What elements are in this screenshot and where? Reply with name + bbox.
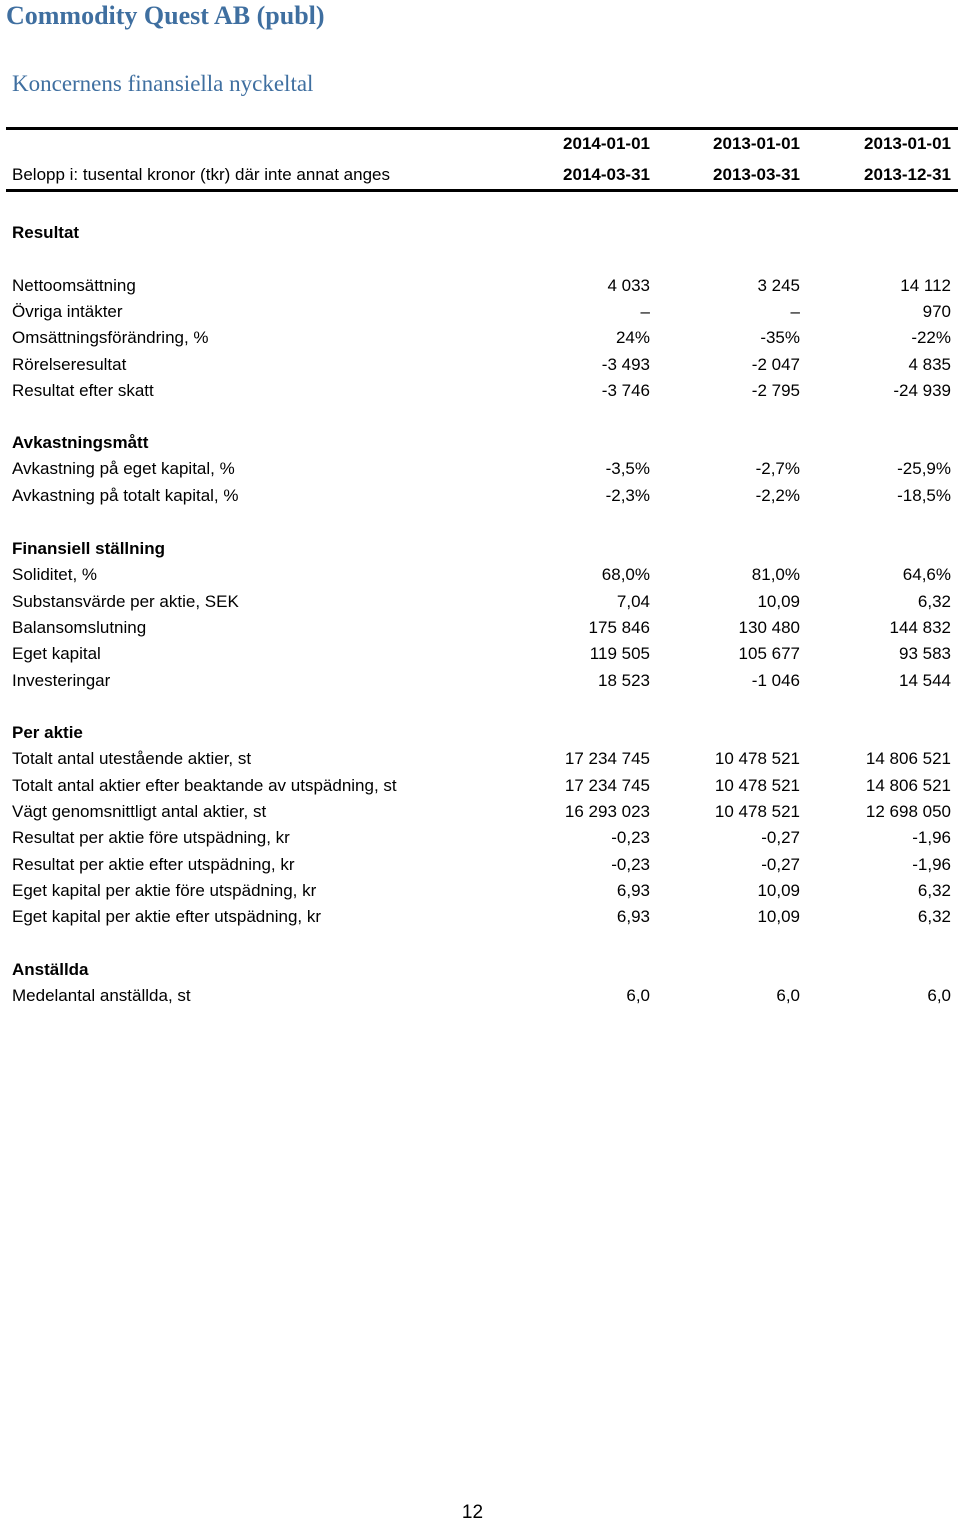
value-cell-period-2: 81,0%	[751, 565, 800, 585]
value-cell-period-1: -3 493	[601, 354, 650, 374]
value-cell-period-2: -1 046	[751, 670, 800, 690]
value-cell-period-2: 10 478 521	[714, 775, 800, 795]
row-label: Resultat per aktie efter utspädning, kr	[12, 854, 295, 874]
value-cell-period-1: 16 293 023	[564, 802, 650, 822]
table-row	[0, 562, 960, 588]
table-row	[0, 299, 960, 325]
value-cell-period-2: 10,09	[757, 591, 800, 611]
row-label: Övriga intäkter	[12, 301, 123, 321]
value-cell-period-2: -35%	[760, 328, 800, 348]
value-cell-period-3: -22%	[911, 328, 951, 348]
value-cell-period-1: 175 846	[588, 618, 650, 638]
table-row	[0, 456, 960, 482]
section-title: Resultat	[12, 223, 80, 242]
period-to-row	[0, 162, 960, 188]
report-subtitle: Koncernens finansiella nyckeltal	[12, 71, 314, 96]
row-label: Omsättningsförändring, %	[12, 328, 209, 348]
value-cell-period-3: 6,0	[927, 986, 951, 1006]
value-cell-period-3: -25,9%	[897, 459, 951, 479]
value-cell-period-2: 10,09	[757, 881, 800, 901]
table-row	[0, 615, 960, 641]
unit-label: Belopp i: tusental kronor (tkr) där inte annat anges	[12, 165, 390, 184]
row-label: Avkastning på eget kapital, %	[12, 459, 235, 479]
value-cell-period-1: -3,5%	[605, 459, 650, 479]
value-cell-period-1: 68,0%	[601, 565, 650, 585]
value-cell-period-1: 6,93	[616, 907, 650, 927]
value-cell-period-2: 6,0	[776, 986, 800, 1006]
value-cell-period-3: 6,32	[917, 881, 951, 901]
period-2-from: 2013-01-01	[713, 134, 800, 153]
value-cell-period-1: 18 523	[598, 670, 650, 690]
table-row	[0, 378, 960, 404]
value-cell-period-2: 10,09	[757, 907, 800, 927]
value-cell-period-2: -2 795	[751, 380, 800, 400]
value-cell-period-1: -0,23	[611, 854, 650, 874]
table-row	[0, 352, 960, 378]
row-label: Substansvärde per aktie, SEK	[12, 591, 239, 611]
value-cell-period-1: -2,3%	[605, 485, 650, 505]
row-label: Medelantal anställda, st	[12, 986, 191, 1006]
value-cell-period-1: –	[640, 301, 650, 321]
table-row	[0, 641, 960, 667]
table-row	[0, 799, 960, 825]
table-row	[0, 904, 960, 930]
value-cell-period-2: -2,7%	[755, 459, 800, 479]
value-cell-period-1: 17 234 745	[564, 749, 650, 769]
value-cell-period-2: -2 047	[751, 354, 800, 374]
value-cell-period-1: 6,0	[626, 986, 650, 1006]
row-label: Eget kapital per aktie före utspädning, kr	[12, 881, 317, 901]
value-cell-period-2: -2,2%	[755, 485, 800, 505]
value-cell-period-3: 12 698 050	[865, 802, 951, 822]
row-label: Resultat efter skatt	[12, 380, 154, 400]
value-cell-period-3: -1,96	[912, 854, 951, 874]
table-row	[0, 878, 960, 904]
value-cell-period-1: -3 746	[601, 380, 650, 400]
value-cell-period-3: -18,5%	[897, 485, 951, 505]
value-cell-period-3: 14 806 521	[865, 775, 951, 795]
table-row	[0, 589, 960, 615]
table-row	[0, 773, 960, 799]
value-cell-period-3: 4 835	[908, 354, 951, 374]
table-row	[0, 668, 960, 694]
section-title: Anställda	[12, 960, 89, 979]
section-title-row	[0, 536, 960, 562]
row-label: Nettoomsättning	[12, 275, 136, 295]
value-cell-period-3: 64,6%	[902, 565, 951, 585]
row-label: Totalt antal utestående aktier, st	[12, 749, 252, 769]
value-cell-period-2: 3 245	[757, 275, 800, 295]
row-label: Rörelseresultat	[12, 354, 127, 374]
row-label: Balansomslutning	[12, 618, 147, 638]
row-label: Eget kapital per aktie efter utspädning, kr	[12, 907, 322, 927]
value-cell-period-1: 17 234 745	[564, 775, 650, 795]
period-1-from: 2014-01-01	[563, 134, 650, 153]
table-row	[0, 825, 960, 851]
value-cell-period-2: 10 478 521	[714, 802, 800, 822]
value-cell-period-3: 14 544	[899, 670, 951, 690]
section-title-row	[0, 220, 960, 246]
value-cell-period-1: 24%	[615, 328, 650, 348]
row-label: Investeringar	[12, 670, 111, 690]
table-row	[0, 483, 960, 509]
row-label: Soliditet, %	[12, 565, 98, 585]
value-cell-period-3: 6,32	[917, 907, 951, 927]
value-cell-period-1: -0,23	[611, 828, 650, 848]
company-name: Commodity Quest AB (publ)	[6, 1, 325, 30]
row-label: Eget kapital	[12, 644, 101, 664]
value-cell-period-3: 14 806 521	[865, 749, 951, 769]
table-row	[0, 746, 960, 772]
value-cell-period-2: 105 677	[738, 644, 800, 664]
section-title-row	[0, 957, 960, 983]
value-cell-period-3: 14 112	[900, 275, 951, 295]
section-title: Finansiell ställning	[12, 539, 166, 558]
value-cell-period-2: 130 480	[738, 618, 800, 638]
value-cell-period-3: 6,32	[917, 591, 951, 611]
value-cell-period-1: 4 033	[607, 275, 650, 295]
row-label: Vägt genomsnittligt antal aktier, st	[12, 802, 267, 822]
period-1-to: 2014-03-31	[563, 165, 650, 184]
row-label: Totalt antal aktier efter beaktande av utspädning, st	[12, 775, 397, 795]
table-row	[0, 852, 960, 878]
section-title: Per aktie	[12, 723, 83, 742]
value-cell-period-3: -24 939	[893, 380, 951, 400]
value-cell-period-2: -0,27	[761, 854, 800, 874]
period-from-row	[0, 131, 960, 157]
period-2-to: 2013-03-31	[713, 165, 800, 184]
section-title: Avkastningsmått	[12, 433, 149, 452]
top-rule	[6, 127, 958, 130]
period-3-to: 2013-12-31	[864, 165, 951, 184]
table-row	[0, 983, 960, 1009]
page-number: 12	[461, 1502, 484, 1523]
table-row	[0, 273, 960, 299]
period-3-from: 2013-01-01	[864, 134, 951, 153]
value-cell-period-1: 7,04	[616, 591, 650, 611]
value-cell-period-3: 144 832	[889, 618, 951, 638]
value-cell-period-1: 6,93	[616, 881, 650, 901]
header-rule	[6, 189, 958, 192]
value-cell-period-2: 10 478 521	[714, 749, 800, 769]
table-row	[0, 325, 960, 351]
value-cell-period-2: -0,27	[761, 828, 800, 848]
section-title-row	[0, 430, 960, 456]
row-label: Resultat per aktie före utspädning, kr	[12, 828, 290, 848]
value-cell-period-3: -1,96	[912, 828, 951, 848]
value-cell-period-3: 93 583	[899, 644, 951, 664]
value-cell-period-2: –	[790, 301, 800, 321]
value-cell-period-3: 970	[922, 301, 951, 321]
row-label: Avkastning på totalt kapital, %	[12, 485, 239, 505]
value-cell-period-1: 119 505	[589, 644, 650, 664]
section-title-row	[0, 720, 960, 746]
